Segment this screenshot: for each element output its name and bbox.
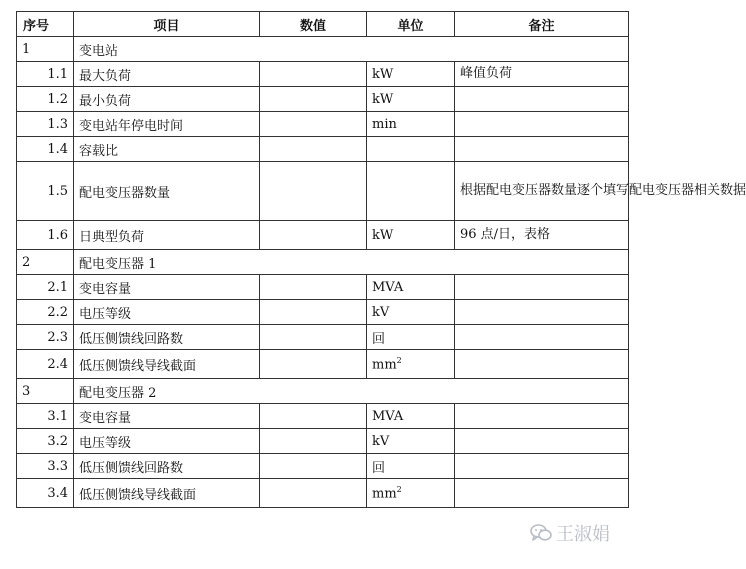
parameter-table [16, 11, 746, 508]
row-value [260, 404, 367, 429]
row-note [455, 275, 629, 300]
row-no: 3.2 [17, 429, 74, 454]
section-no: 1 [17, 37, 74, 62]
row-item: 低压侧馈线导线截面 [74, 479, 260, 508]
row-no: 3.3 [17, 454, 74, 479]
unit-superscript: 2 [396, 484, 402, 494]
row-value [260, 162, 367, 221]
watermark-text: 王淑娟 [556, 524, 610, 545]
row-no: 1.2 [17, 87, 74, 112]
row-value [260, 454, 367, 479]
row-note [455, 325, 629, 350]
row-note: 96 点/日，表格 [455, 221, 629, 250]
row-note [455, 300, 629, 325]
row-note [455, 454, 629, 479]
row-item: 容载比 [74, 137, 260, 162]
row-value [260, 62, 367, 87]
row-item: 日典型负荷 [74, 221, 260, 250]
row-value [260, 221, 367, 250]
table-row [17, 162, 629, 221]
row-unit: kV [367, 429, 455, 454]
row-item: 低压侧馈线回路数 [74, 325, 260, 350]
row-item: 低压侧馈线导线截面 [74, 350, 260, 379]
header-value: 数值 [260, 12, 367, 37]
table-row [17, 137, 629, 162]
unit-base: mm [372, 357, 397, 373]
table-row [17, 300, 629, 325]
row-item: 电压等级 [74, 429, 260, 454]
section-title: 变电站 [74, 37, 629, 62]
row-note [455, 429, 629, 454]
section-no: 3 [17, 379, 74, 404]
row-value [260, 112, 367, 137]
row-unit [367, 162, 455, 221]
row-note: 根据配电变压器数量逐个填写配电变压器相关数据 [455, 162, 629, 221]
row-note [455, 479, 629, 508]
wechat-icon [530, 524, 552, 542]
row-unit [367, 350, 455, 379]
section-title: 配电变压器 1 [74, 250, 629, 275]
table-row [17, 454, 629, 479]
row-unit: kV [367, 300, 455, 325]
row-item: 电压等级 [74, 300, 260, 325]
table-row [17, 112, 629, 137]
row-unit [367, 137, 455, 162]
row-unit: MVA [367, 404, 455, 429]
row-no: 2.1 [17, 275, 74, 300]
row-item: 最大负荷 [74, 62, 260, 87]
row-value [260, 300, 367, 325]
row-value [260, 137, 367, 162]
table-row [17, 479, 629, 508]
watermark [530, 520, 610, 546]
row-unit: min [367, 112, 455, 137]
row-value [260, 325, 367, 350]
row-value [260, 87, 367, 112]
row-unit: 回 [367, 454, 455, 479]
row-item: 变电容量 [74, 404, 260, 429]
row-unit: kW [367, 221, 455, 250]
row-note [455, 137, 629, 162]
row-no: 1.3 [17, 112, 74, 137]
row-note [455, 112, 629, 137]
table-row [17, 429, 629, 454]
row-no: 1.5 [17, 162, 74, 221]
header-row [17, 12, 629, 37]
row-value [260, 275, 367, 300]
row-no: 2.2 [17, 300, 74, 325]
unit-superscript: 2 [396, 355, 402, 365]
row-value [260, 479, 367, 508]
table-row [17, 350, 629, 379]
header-item: 项目 [74, 12, 260, 37]
row-note [455, 404, 629, 429]
row-no: 1.4 [17, 137, 74, 162]
row-unit: MVA [367, 275, 455, 300]
row-unit [367, 479, 455, 508]
row-no: 3.1 [17, 404, 74, 429]
row-item: 变电站年停电时间 [74, 112, 260, 137]
table-row [17, 325, 629, 350]
header-note: 备注 [455, 12, 629, 37]
section-row [17, 379, 629, 404]
table-row [17, 404, 629, 429]
section-row [17, 250, 629, 275]
row-note [455, 87, 629, 112]
row-item: 低压侧馈线回路数 [74, 454, 260, 479]
row-no: 2.3 [17, 325, 74, 350]
header-no: 序号 [17, 12, 74, 37]
row-value [260, 429, 367, 454]
row-no: 2.4 [17, 350, 74, 379]
row-no: 1.1 [17, 62, 74, 87]
section-title: 配电变压器 2 [74, 379, 629, 404]
table-row [17, 62, 629, 87]
row-note: 峰值负荷 [455, 62, 629, 87]
row-item: 最小负荷 [74, 87, 260, 112]
row-item: 配电变压器数量 [74, 162, 260, 221]
row-no: 3.4 [17, 479, 74, 508]
unit-base: mm [372, 486, 397, 502]
row-note [455, 350, 629, 379]
row-no: 1.6 [17, 221, 74, 250]
section-row [17, 37, 629, 62]
row-unit: 回 [367, 325, 455, 350]
section-no: 2 [17, 250, 74, 275]
table-row [17, 221, 629, 250]
row-item: 变电容量 [74, 275, 260, 300]
table-row [17, 275, 629, 300]
header-unit: 单位 [367, 12, 455, 37]
row-unit: kW [367, 87, 455, 112]
row-unit: kW [367, 62, 455, 87]
table-row [17, 87, 629, 112]
row-value [260, 350, 367, 379]
